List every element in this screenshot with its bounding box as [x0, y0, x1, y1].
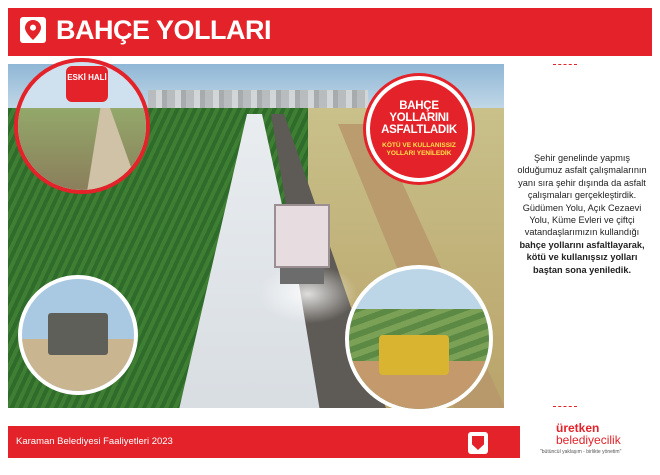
milling-machine: [48, 313, 108, 355]
body-intro: Şehir genelinde yapmış olduğumuz asfalt çalışmalarının yanı sıra şehir dışında da asfalt çalışmaları gerçekleştirdik. Güdümen Yolu, Açık Cezaevi Yolu, Küme Evleri ve çiftçi vatandaşlarımızın kullandığı: [517, 153, 647, 238]
grader-inset-photo: [345, 265, 493, 413]
divider-top: [553, 64, 577, 65]
footer-caption: Karaman Belediyesi Faaliyetleri 2023: [16, 436, 173, 447]
truck-cab: [280, 268, 324, 284]
header: [0, 0, 660, 58]
brand-line-2: belediyecilik: [556, 433, 621, 447]
brand-line-1: üretken: [556, 421, 600, 435]
truck-box: [274, 204, 330, 268]
page-title: BAHÇE YOLLARI: [56, 15, 272, 45]
stamp-subheadline: KÖTÜ VE KULLANISSIZ YOLLARI YENİLEDİK: [382, 142, 456, 157]
location-pin-icon: [20, 17, 46, 43]
road-grader: [379, 335, 449, 375]
old-state-badge: ESKİ HALİ: [66, 66, 108, 102]
municipality-logo-icon: [468, 432, 488, 454]
divider-bottom: [553, 406, 577, 407]
headline-stamp: [366, 76, 472, 182]
body-paragraph: [512, 152, 652, 276]
stamp-headline: BAHÇE YOLLARINI ASFALTLADIK: [381, 100, 457, 136]
body-emphasis: bahçe yollarını asfaltlayarak, kötü ve kullanışsız yolları baştan sona yeniledik.: [519, 239, 645, 275]
brand-tagline: "bütüncül yaklaşım - birlikte yönetim": [540, 449, 622, 455]
milling-machine-inset-photo: [18, 275, 138, 395]
dump-truck: [274, 204, 330, 286]
